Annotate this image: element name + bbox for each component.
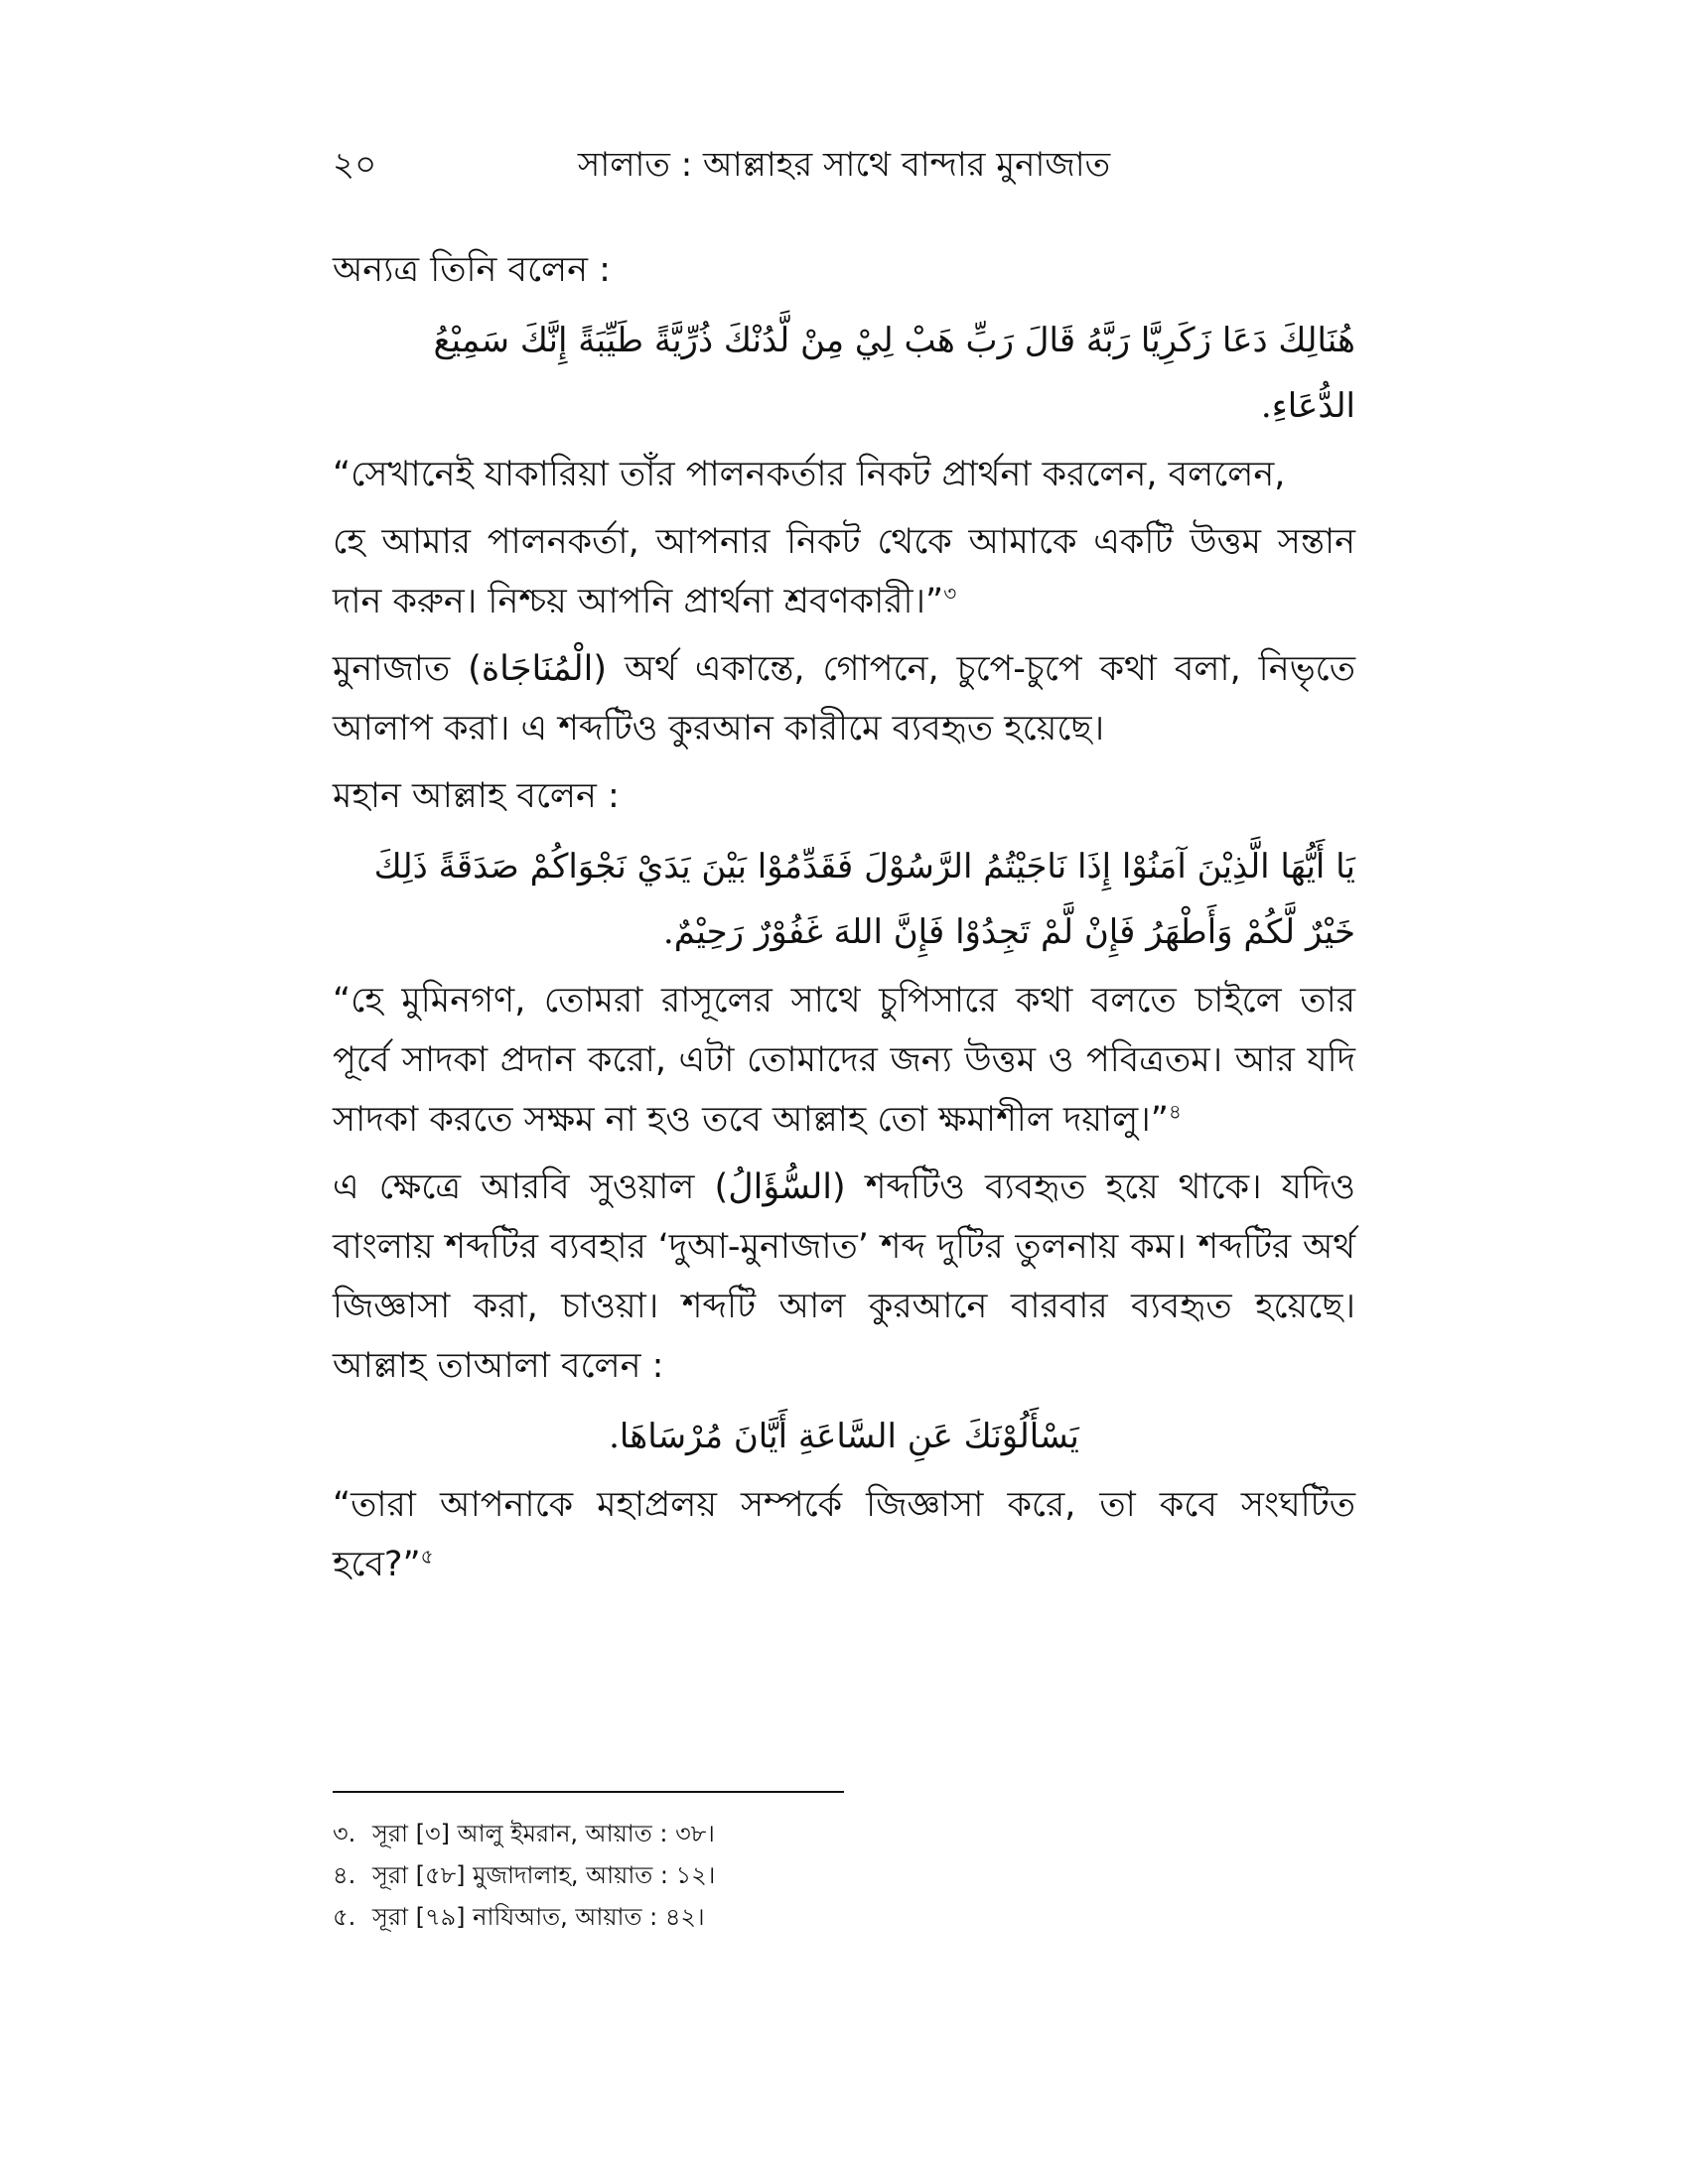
translation-3-text: “তারা আপনাকে মহাপ্রলয় সম্পর্কে জিজ্ঞাসা করে, তা কবে সংঘটিত হবে?” bbox=[333, 1485, 1355, 1584]
translation-3 bbox=[333, 1475, 1355, 1594]
page-number: ২০ bbox=[333, 145, 377, 185]
translation-1a: “সেখানেই যাকারিয়া তাঁর পালনকর্তার নিকট প্রার্থনা করলেন, বললেন, bbox=[333, 455, 1286, 494]
footnote-text: সূরা [৫৮] মুজাদালাহ, আয়াত : ১২। bbox=[372, 1861, 716, 1889]
footnote-ref-5: ৫ bbox=[420, 1544, 434, 1569]
footnote-text: সূরা [৩] আলু ইমরান, আয়াত : ৩৮। bbox=[372, 1820, 715, 1847]
munajat-arabic-term: الْمُنَاجَاة bbox=[481, 649, 594, 689]
page-body bbox=[333, 240, 1355, 1602]
munajat-post: ) অর্থ একান্তে, গোপনে, চুপে-চুপে কথা বলা, নিভৃতে আলাপ করা। এ শব্দটিও কুরআন কারীমে ব্যবহৃত হয়েছে। bbox=[333, 649, 1355, 749]
sual-paragraph bbox=[333, 1158, 1355, 1396]
munajat-pre: মুনাজাত ( bbox=[333, 649, 482, 689]
footnote-divider bbox=[333, 1791, 844, 1793]
intro-line-2: মহান আল্লাহ বলেন : bbox=[333, 776, 620, 816]
footnote-item bbox=[333, 1896, 1355, 1938]
munajat-paragraph bbox=[333, 639, 1355, 758]
footnote-number: ৩. bbox=[333, 1820, 356, 1847]
arabic-verse-2: يَا أَيُّهَا الَّذِيْنَ آمَنُوْا إِذَا نَاجَيْتُمُ الرَّسُوْلَ فَقَدِّمُوْا بَيْنَ يَدَيْ نَجْوَاكُمْ صَدَقَةً ذَلِكَ خَيْرٌ لَّكُمْ وَأَطْهَرُ فَإِنْ لَّمْ تَجِدُوْا فَإِنَّ اللهَ غَفُوْرٌ رَحِيْمٌ. bbox=[373, 847, 1355, 952]
translation-1b-text: হে আমার পালনকর্তা, আপনার নিকট থেকে আমাকে একটি উত্তম সন্তান দান করুন। নিশ্চয় আপনি প্রার্থনা শ্রবণকারী।” bbox=[333, 522, 1355, 621]
translation-1b bbox=[333, 512, 1355, 631]
arabic-verse-1: هُنَالِكَ دَعَا زَكَرِيَّا رَبَّهُ قَالَ رَبِّ هَبْ لِيْ مِنْ لَّدُنْكَ ذُرِّيَّةً طَيِّبَةً إِنَّكَ سَمِيْعُ الدُّعَاءِ. bbox=[433, 321, 1355, 426]
intro-line-1: অন্যত্র তিনি বলেন : bbox=[333, 250, 611, 290]
footnote-number: ৪. bbox=[333, 1861, 356, 1889]
arabic-verse-3: يَسْأَلُوْنَكَ عَنِ السَّاعَةِ أَيَّانَ مُرْسَاهَا. bbox=[609, 1417, 1079, 1456]
footnote-item bbox=[333, 1854, 1355, 1896]
translation-2 bbox=[333, 971, 1355, 1150]
sual-arabic-term: السُّؤَالُ bbox=[728, 1167, 833, 1207]
translation-2-text: “হে মুমিনগণ, তোমরা রাসূলের সাথে চুপিসারে কথা বলতে চাইলে তার পূর্বে সাদকা প্রদান করো, এটা তোমাদের জন্য উত্তম ও পবিত্রতম। আর যদি সাদকা করতে সক্ষম না হও তবে আল্লাহ তো ক্ষমাশীল দয়ালু।” bbox=[333, 981, 1355, 1140]
footnotes bbox=[333, 1813, 1355, 1938]
footnote-number: ৫. bbox=[333, 1903, 356, 1931]
footnote-ref-4: ৪ bbox=[1168, 1099, 1182, 1124]
sual-pre: এ ক্ষেত্রে আরবি সুওয়াল ( bbox=[333, 1167, 729, 1207]
sual-post: ) শব্দটিও ব্যবহৃত হয়ে থাকে। যদিও বাংলায় শব্দটির ব্যবহার ‘দুআ-মুনাজাত’ শব্দ দুটির তুলনায় কম। শব্দটির অর্থ জিজ্ঞাসা করা, চাওয়া। শব্দটি আল কুরআনে বারবার ব্যবহৃত হয়েছে। আল্লাহ তাআলা বলেন : bbox=[333, 1167, 1355, 1386]
footnote-item bbox=[333, 1813, 1355, 1854]
page-header bbox=[333, 139, 1355, 199]
footnote-text: সূরা [৭৯] নাযিআত, আয়াত : ৪২। bbox=[372, 1903, 705, 1931]
footnote-ref-3: ৩ bbox=[943, 581, 957, 606]
running-title: সালাত : আল্লাহর সাথে বান্দার মুনাজাত bbox=[577, 145, 1111, 185]
